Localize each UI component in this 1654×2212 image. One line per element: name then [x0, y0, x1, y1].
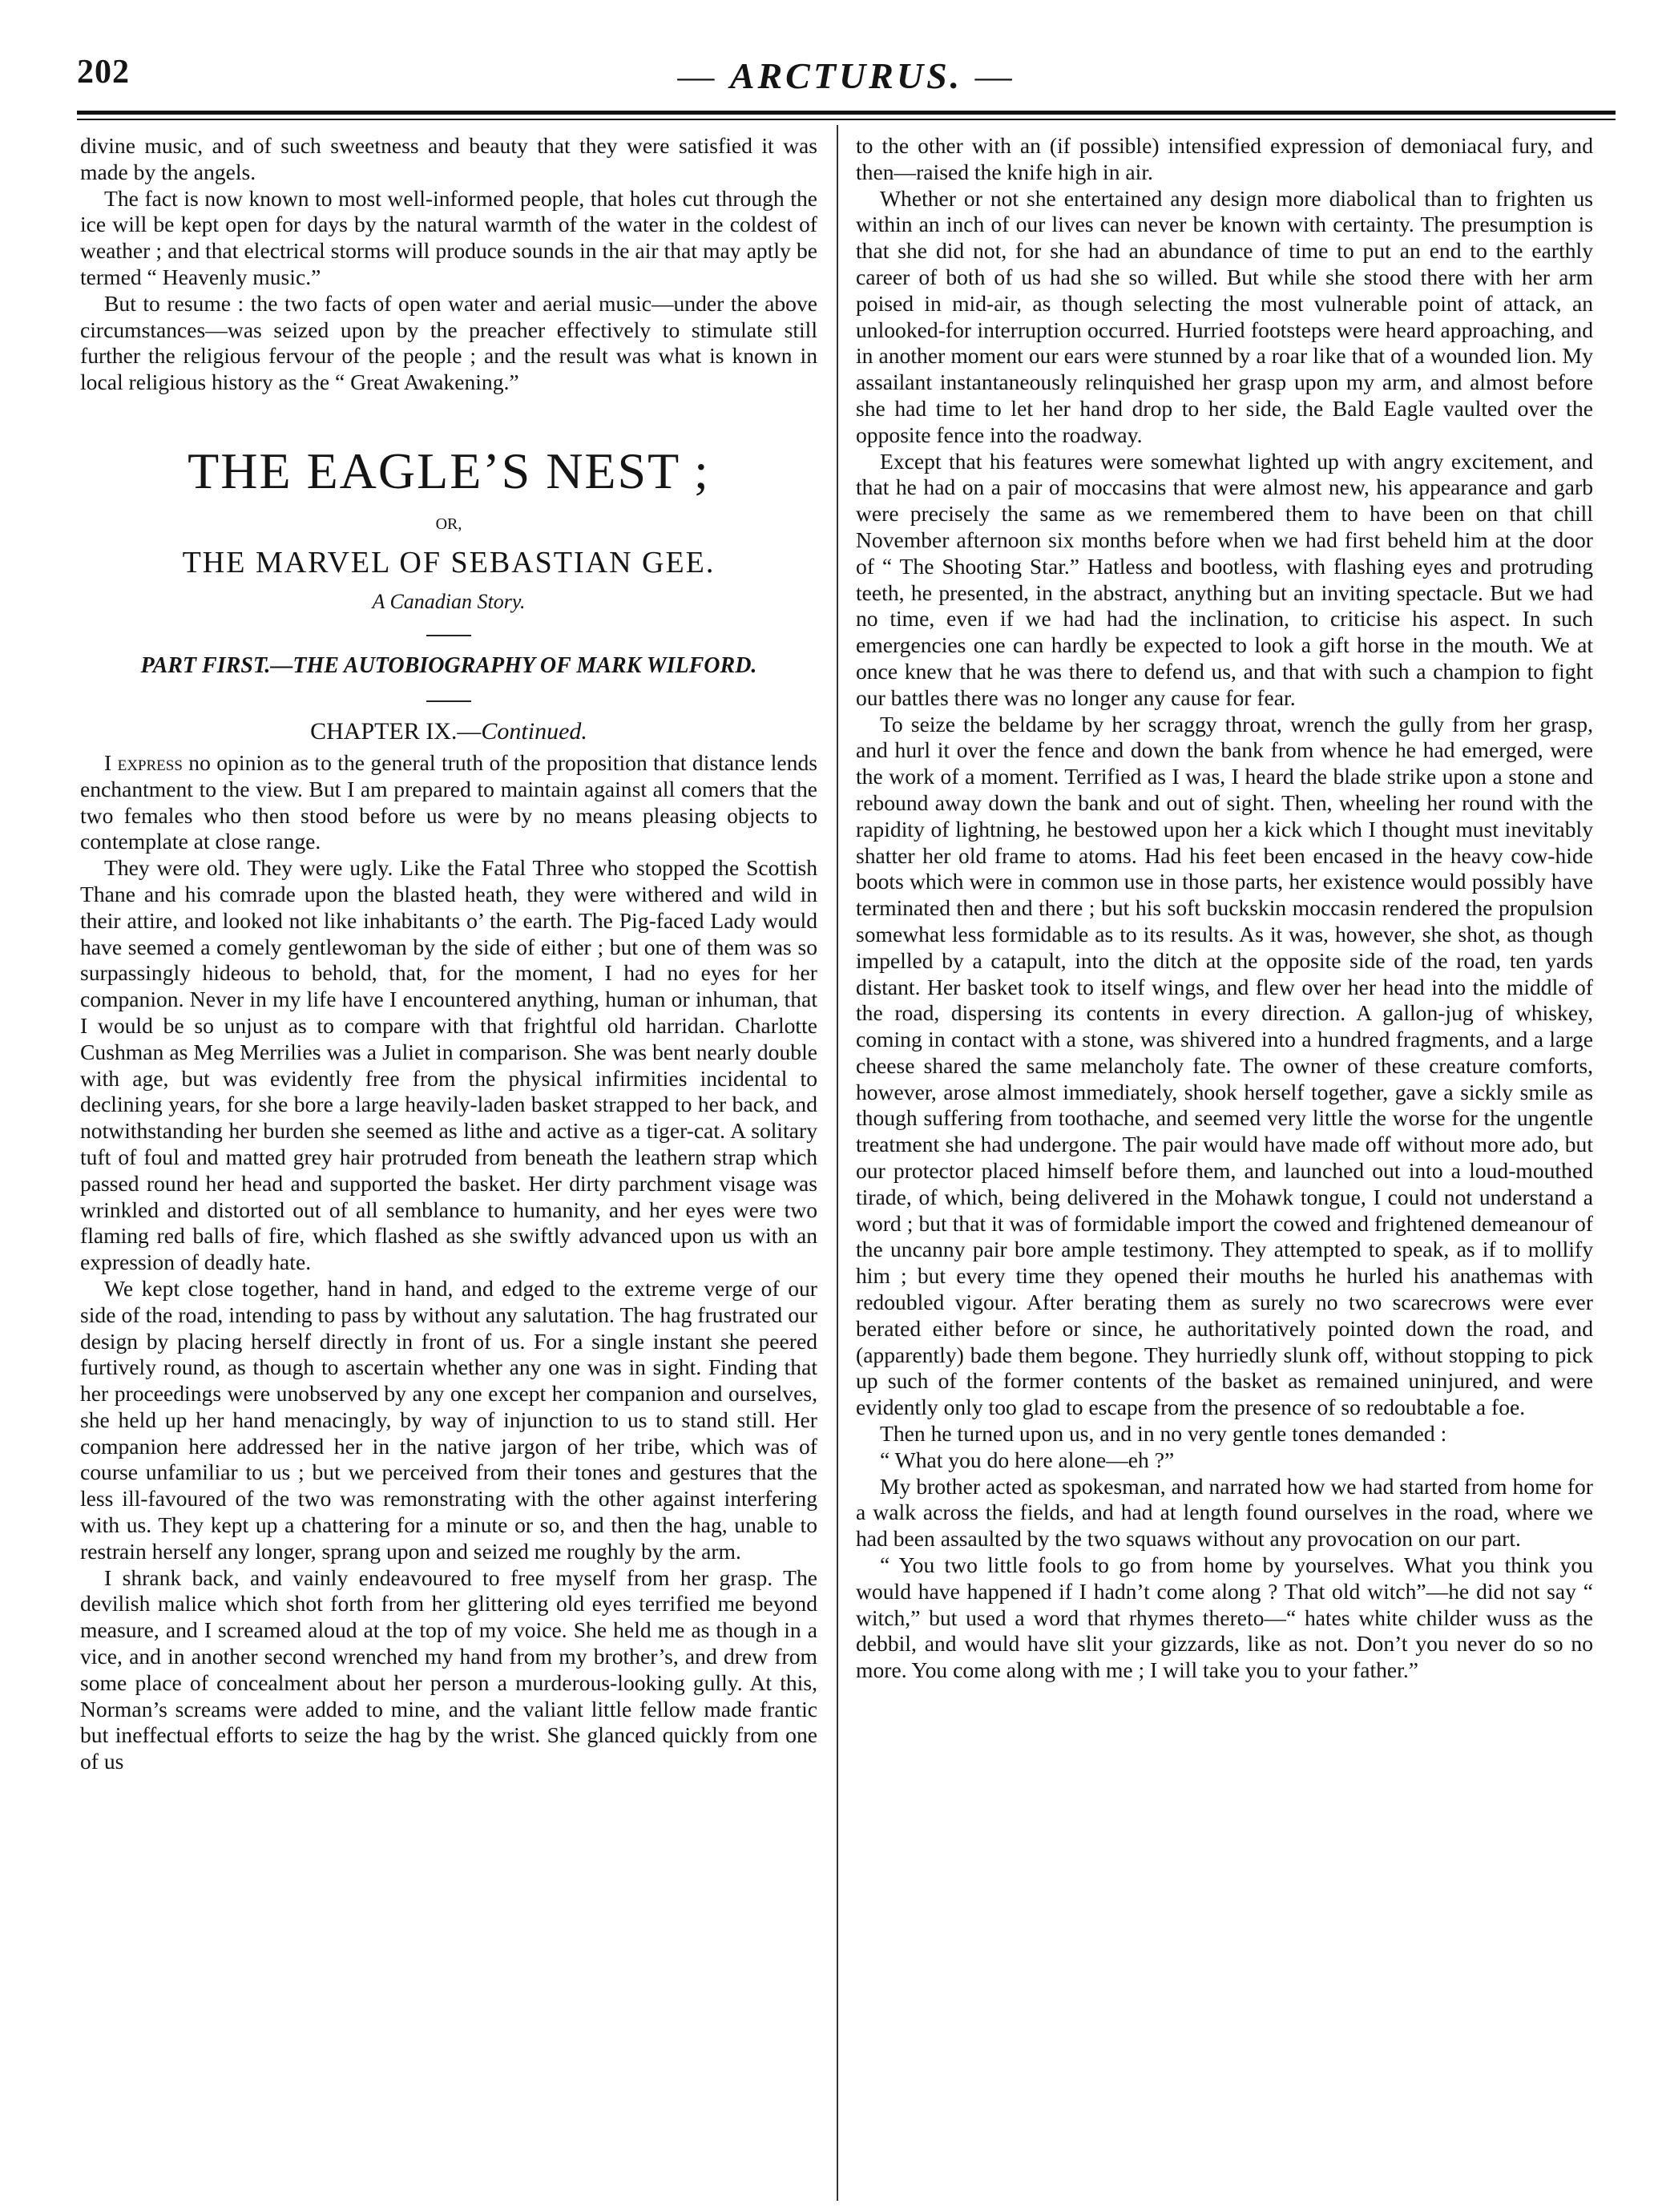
title-dash-right: —: [962, 55, 1015, 96]
column-divider: [837, 125, 838, 2201]
paragraph: Whether or not she entertained any design more diabolical than to frighten us within an inch of our lives can never be known with certainty. The presumption is that she did not, for she had an abundance of time to put an end to the earthly career of both of us had she so willed. But while she stood there with her arm poised in mid-air, as though selecting the most vulnerable point of attack, an unlooked-for interruption occurred. Hurried footsteps were heard approaching, and in another moment our ears were stunned by a roar like that of a wounded lion. My assailant instantaneously relinquished her grasp upon my arm, and almost before she had time to let her hand drop to her side, the Bald Eagle vaulted over the opposite fence into the roadway.: [856, 185, 1593, 447]
paragraph: “ What you do here alone—eh ?”: [880, 1447, 1175, 1472]
part-title: PART FIRST.—THE AUTOBIOGRAPHY OF MARK WILFORD.: [140, 652, 757, 678]
story-title-block: [80, 442, 817, 745]
title-dash-left: —: [677, 55, 730, 96]
paragraph: My brother acted as spokesman, and narrated how we had started from home for a walk across the fields, and had at length found ourselves in the road, where we had been assaulted by the two squaws without any provocation on our part.: [856, 1473, 1593, 1552]
paragraph-text: no opinion as to the general truth of the proposition that distance lends enchantment to the view. But I am prepared to maintain against all comers that the two females who then stood before us were by no means pleasing objects to contemplate at close range.: [80, 749, 817, 854]
chapter-continued: Continued.: [481, 717, 587, 745]
page-number: 202: [77, 54, 130, 91]
story-subtitle: THE MARVEL OF SEBASTIAN GEE.: [182, 545, 716, 579]
right-column: [856, 133, 1593, 2201]
paragraph: Except that his features were somewhat lighted up with angry excitement, and that he had on a pair of moccasins that were almost new, his appearance and garb were precisely the same as we remembered them to have been on that chill November afternoon six months before when we had first beheld him at the door of “ The Shooting Star.” Hatless and bootless, with flashing eyes and protruding teeth, he presented, in the abstract, anything but an inviting spectacle. But we had no time, even if we had had the inclination, to criticise his aspect. In such emergencies one can hardly be expected to look a gift horse in the mouth. We at once knew that he was there to defend us, and that with such a champion to fight our battles there was no longer any cause for fear.: [856, 448, 1593, 710]
left-column: [80, 133, 817, 2201]
paragraph: They were old. They were ugly. Like the Fatal Three who stopped the Scottish Thane and his comrade upon the blasted heath, they were withered and wild in their attire, and looked not like inhabitants o’ the earth. The Pig-faced Lady would have seemed a comely gentlewoman by the side of either ; but one of them was so surpassingly hideous to behold, that, for the moment, I had no eyes for her companion. Never in my life have I encountered anything, human or inhuman, that I would be so unjust as to compare with that frightful old harridan. Charlotte Cushman as Meg Merrilies was a Juliet in comparison. She was bent nearly double with age, but was evidently free from the physical infirmities incidental to declining years, for she bore a large heavily-laden basket strapped to her back, and notwithstanding her burden she seemed as lithe and active as a tiger-cat. A solitary tuft of foul and matted grey hair protruded from beneath the leathern strap which passed round her head and supported the basket. Her dirty parchment visage was wrinkled and distorted out of all semblance to humanity, and her eyes were two flaming red balls of fire, which flashed as she swiftly advanced upon us with an expression of deadly hate.: [80, 855, 817, 1275]
paragraph: “ You two little fools to go from home by yourselves. What you think you would have happened if I hadn’t come along ? That old witch”—he did not say “ witch,” but used a word that rhymes thereto—“ hates white childer wuss as the debbil, and would have slit your gizzards, like as not. Don’t you never do so no more. You come along with me ; I will take you to your father.”: [856, 1552, 1593, 1683]
header-rule-thick: [77, 111, 1616, 115]
section-rule: [426, 635, 471, 636]
paragraph: to the other with an (if possible) intensified expression of demoniacal fury, and then—raised the knife high in air.: [856, 133, 1593, 184]
chapter-number: CHAPTER IX.—: [310, 717, 482, 745]
page-header: [77, 53, 1616, 104]
paragraph: divine music, and of such sweetness and beauty that they were satisfied it was made by the angels.: [80, 133, 817, 184]
header-rule-thin: [77, 119, 1616, 120]
paragraph: To seize the beldame by her scraggy throat, wrench the gully from her grasp, and hurl it over the fence and down the bank from whence he had emerged, were the work of a moment. Terrified as I was, I heard the blade strike upon a stone and rebound away down the bank and out of sight. Then, wheeling her round with the rapidity of lightning, he bestowed upon her a kick which I thought must inevitably shatter her old frame to atoms. Had his feet been encased in the heavy cow-hide boots which were in common use in those parts, her existence would possibly have terminated then and there ; but his soft buckskin moccasin rendered the propulsion somewhat less formidable as to its results. As it was, however, she shot, as though impelled by a catapult, into the ditch at the opposite side of the road, ten yards distant. Her basket took to itself wings, and flew over her head into the middle of the road, dispersing its contents in every direction. A gallon-jug of whiskey, coming in contact with a stone, was shivered into a hundred fragments, and a large cheese shared the same melancholy fate. The owner of these creature comforts, however, arose almost immediately, shook herself together, gave a sickly smile as though suffering from toothache, and seemed very little the worse for the ungentle treatment she had undergone. The pair would have made off without more ado, but our protector placed himself before them, and launched out into a loud-mouthed tirade, of which, being delivered in the Mohawk tongue, I could not understand a word ; but that it was of formidable import the cowed and frightened demeanour of the uncanny pair bore ample testimony. They attempted to speak, as if to mollify him ; but every time they opened their mouths he hurled his anathemas with redoubled vigour. After berating them as surely no two scarecrows were ever berated either before or since, he authoritatively pointed down the road, and (apparently) bade them begone. They hurriedly slunk off, without stopping to pick up such of the former contents of the basket as remained uninjured, and were evidently only too glad to escape from the presence of so redoubtable a foe.: [856, 711, 1593, 1420]
paragraph: Then he turned upon us, and in no very gentle tones demanded :: [880, 1421, 1447, 1447]
section-rule: [426, 700, 471, 702]
running-title: [77, 54, 1616, 97]
chapter-heading: [80, 718, 817, 745]
story-title-or: OR,: [435, 515, 462, 533]
paragraph: We kept close together, hand in hand, and edged to the extreme verge of our side of the road, intending to pass by without any salutation. The hag frustrated our design by placing herself directly in front of us. For a single instant she peered furtively round, as though to ascertain whether any one was in sight. Finding that her proceedings were unobserved by any one except her companion and ourselves, she held up her hand menacingly, by way of injunction to us to stand still. Her companion here addressed her in the native jargon of her tribe, which was of course unfamiliar to us ; but we perceived from their tones and gestures that the less ill-favoured of the two was remonstrating with the other against interfering with us. They kept up a chattering for a minute or so, and then the hag, unable to restrain herself any longer, sprang upon and seized me roughly by the arm.: [80, 1275, 817, 1564]
paragraph: The fact is now known to most well-informed people, that holes cut through the ice will be kept open for days by the natural warmth of the water in the coldest of weather ; and that electrical storms will produce sounds in the air that may aptly be termed “ Heavenly music.”: [80, 185, 817, 289]
story-kind: A Canadian Story.: [372, 589, 526, 613]
paragraph: I shrank back, and vainly endeavoured to free myself from her grasp. The devilish malice which shot forth from her glittering old eyes terrified me beyond measure, and I screamed aloud at the top of my voice. She held me as though in a vice, and in another second wrenched my hand from my brother’s, and drew from some place of concealment about her person a murderous-looking gully. At this, Norman’s screams were added to mine, and the valiant little fellow made frantic but ineffectual efforts to seize the hag by the wrist. She glanced quickly from one of us: [80, 1564, 817, 1774]
magazine-title: ARCTURUS.: [729, 55, 963, 96]
paragraph: But to resume : the two facts of open water and aerial music—under the above circumstances—was seized upon by the preacher effectively to stimulate still further the religious fervour of the people ; and the result was what is known in local religious history as the “ Great Awakening.”: [80, 290, 817, 395]
paragraph: [80, 750, 817, 855]
paragraph-lead: I express: [104, 749, 183, 775]
story-title: THE EAGLE’S NEST ;: [188, 442, 710, 499]
